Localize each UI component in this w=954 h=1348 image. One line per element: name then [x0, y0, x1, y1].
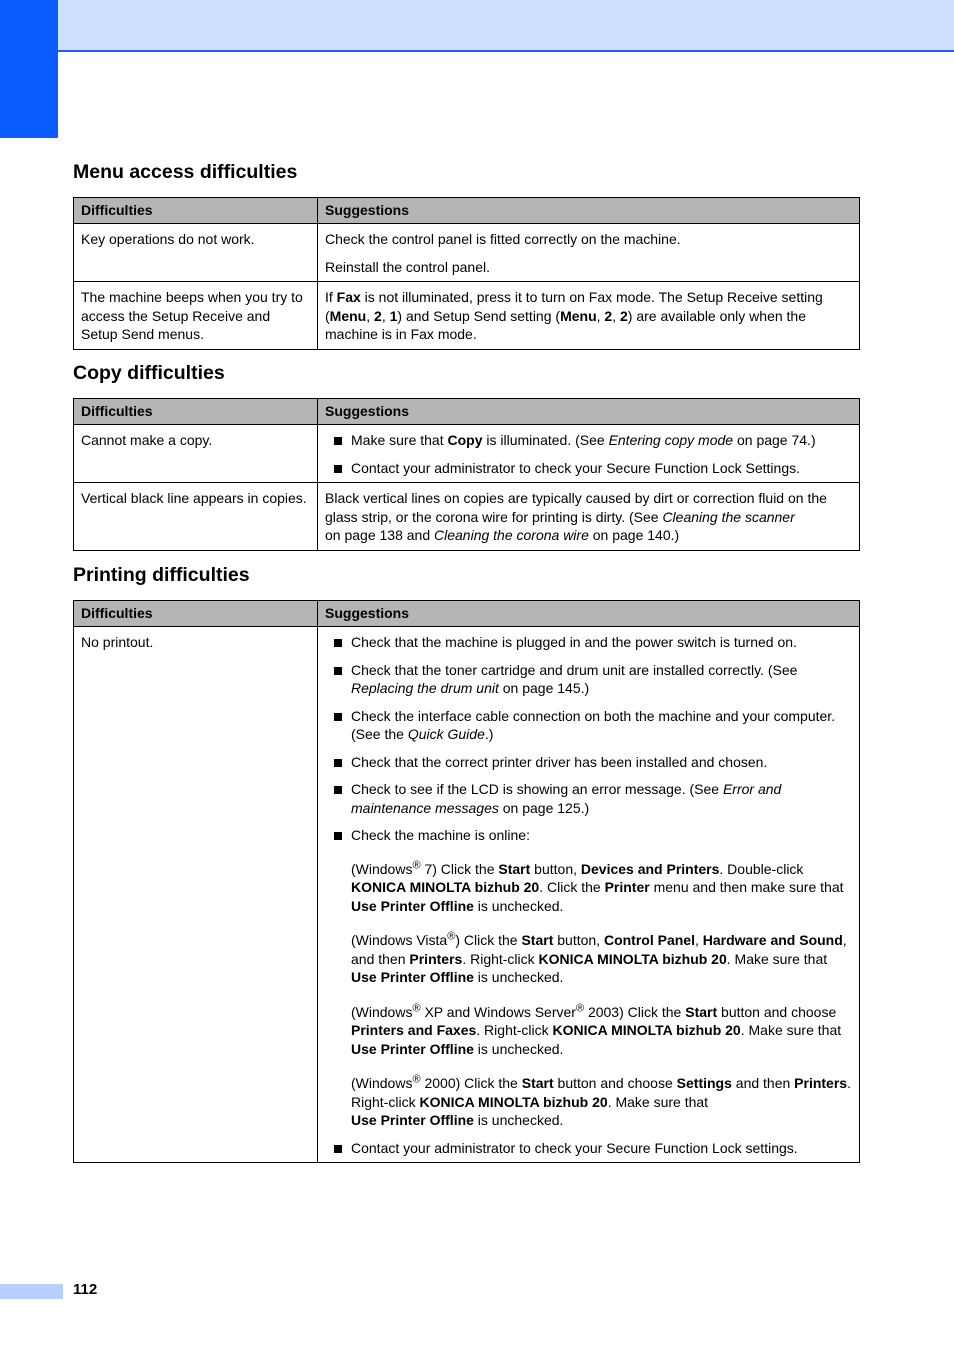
difficulty-cell: The machine beeps when you try to access the Setup Receive and Setup Send menus.	[74, 282, 318, 350]
online-step-2000: (Windows® 2000) Click the Start button and choose Settings and then Printers. Right-click KONICA MINOLTA bizhub 20. Make sure that Use Printer Offline is unchecked.	[351, 1073, 851, 1128]
column-header-suggestions: Suggestions	[318, 601, 860, 627]
difficulty-cell: Vertical black line appears in copies.	[74, 483, 318, 551]
online-step-win7: (Windows® 7) Click the Start button, Devices and Printers. Double-click KONICA MINOLTA bizhub 20. Click the Printer menu and then make sure that Use Printer Offline is unchecked.	[351, 858, 844, 914]
section-title-copy: Copy difficulties	[73, 362, 225, 384]
copy-table	[73, 398, 860, 551]
menu-access-table	[73, 197, 860, 350]
column-header-difficulties: Difficulties	[74, 198, 318, 224]
suggestion-cell: Black vertical lines on copies are typically caused by dirt or correction fluid on the glass strip, or the corona wire for printing is dirty. (See Cleaning the scanner on page 138 and Cleaning the corona wire on page 140.)	[318, 483, 860, 551]
bullet-item: Check to see if the LCD is showing an error message. (See Error and maintenance messages on page 125.)	[325, 780, 852, 817]
difficulty-cell: Cannot make a copy.	[74, 425, 318, 483]
online-step-xp: (Windows® XP and Windows Server® 2003) Click the Start button and choose Printers and Faxes. Right-click KONICA MINOLTA bizhub 20. Make sure that Use Printer Offline is unchecked.	[351, 1001, 842, 1057]
table-row	[74, 425, 860, 483]
bullet-item: Make sure that Copy is illuminated. (See Entering copy mode on page 74.)	[325, 431, 852, 450]
suggestion-cell: If Fax is not illuminated, press it to turn on Fax mode. The Setup Receive setting (Menu, 2, 1) and Setup Send setting (Menu, 2, 2) are available only when the machine is in Fax mode.	[318, 282, 860, 350]
page-number: 112	[73, 1281, 98, 1298]
suggestion-cell	[318, 425, 860, 483]
suggestion-cell	[318, 627, 860, 1163]
header-band	[0, 0, 954, 52]
difficulty-cell: Key operations do not work.	[74, 224, 318, 282]
bullet-item: Check that the correct printer driver has been installed and chosen.	[325, 753, 852, 772]
table-header-row	[74, 601, 860, 627]
online-intro: Check the machine is online:	[351, 827, 530, 843]
table-header-row	[74, 399, 860, 425]
suggestion-list	[325, 633, 852, 1157]
online-step-vista: (Windows Vista®) Click the Start button, Control Panel, Hardware and Sound, and then Printers. Right-click KONICA MINOLTA bizhub 20. Make sure that Use Printer Offline is unchecked.	[351, 930, 847, 985]
section-title-printing: Printing difficulties	[73, 564, 250, 586]
table-header-row	[74, 198, 860, 224]
column-header-suggestions: Suggestions	[318, 399, 860, 425]
column-header-suggestions: Suggestions	[318, 198, 860, 224]
difficulty-cell: No printout.	[74, 627, 318, 1163]
column-header-difficulties: Difficulties	[74, 601, 318, 627]
bullet-item: Check the interface cable connection on both the machine and your computer. (See the Quick Guide.)	[325, 707, 852, 744]
column-header-difficulties: Difficulties	[74, 399, 318, 425]
table-row	[74, 224, 860, 282]
table-row	[74, 627, 860, 1163]
section-title-menu-access: Menu access difficulties	[73, 161, 298, 183]
suggestion-list	[325, 431, 852, 477]
suggestion-text: Check the control panel is fitted correctly on the machine.	[325, 231, 681, 247]
suggestion-cell	[318, 224, 860, 282]
bullet-item-online	[325, 826, 852, 1130]
bullet-item: Check that the toner cartridge and drum unit are installed correctly. (See Replacing the drum unit on page 145.)	[325, 661, 852, 698]
printing-table	[73, 600, 860, 1163]
bullet-item: Check that the machine is plugged in and the power switch is turned on.	[325, 633, 852, 652]
chapter-tab	[0, 0, 58, 138]
suggestion-text: Reinstall the control panel.	[325, 258, 490, 275]
table-row	[74, 483, 860, 551]
footer-bar	[0, 1284, 63, 1299]
bullet-item: Contact your administrator to check your Secure Function Lock Settings.	[325, 459, 852, 478]
table-row	[74, 282, 860, 350]
bullet-item: Contact your administrator to check your Secure Function Lock settings.	[325, 1139, 852, 1158]
